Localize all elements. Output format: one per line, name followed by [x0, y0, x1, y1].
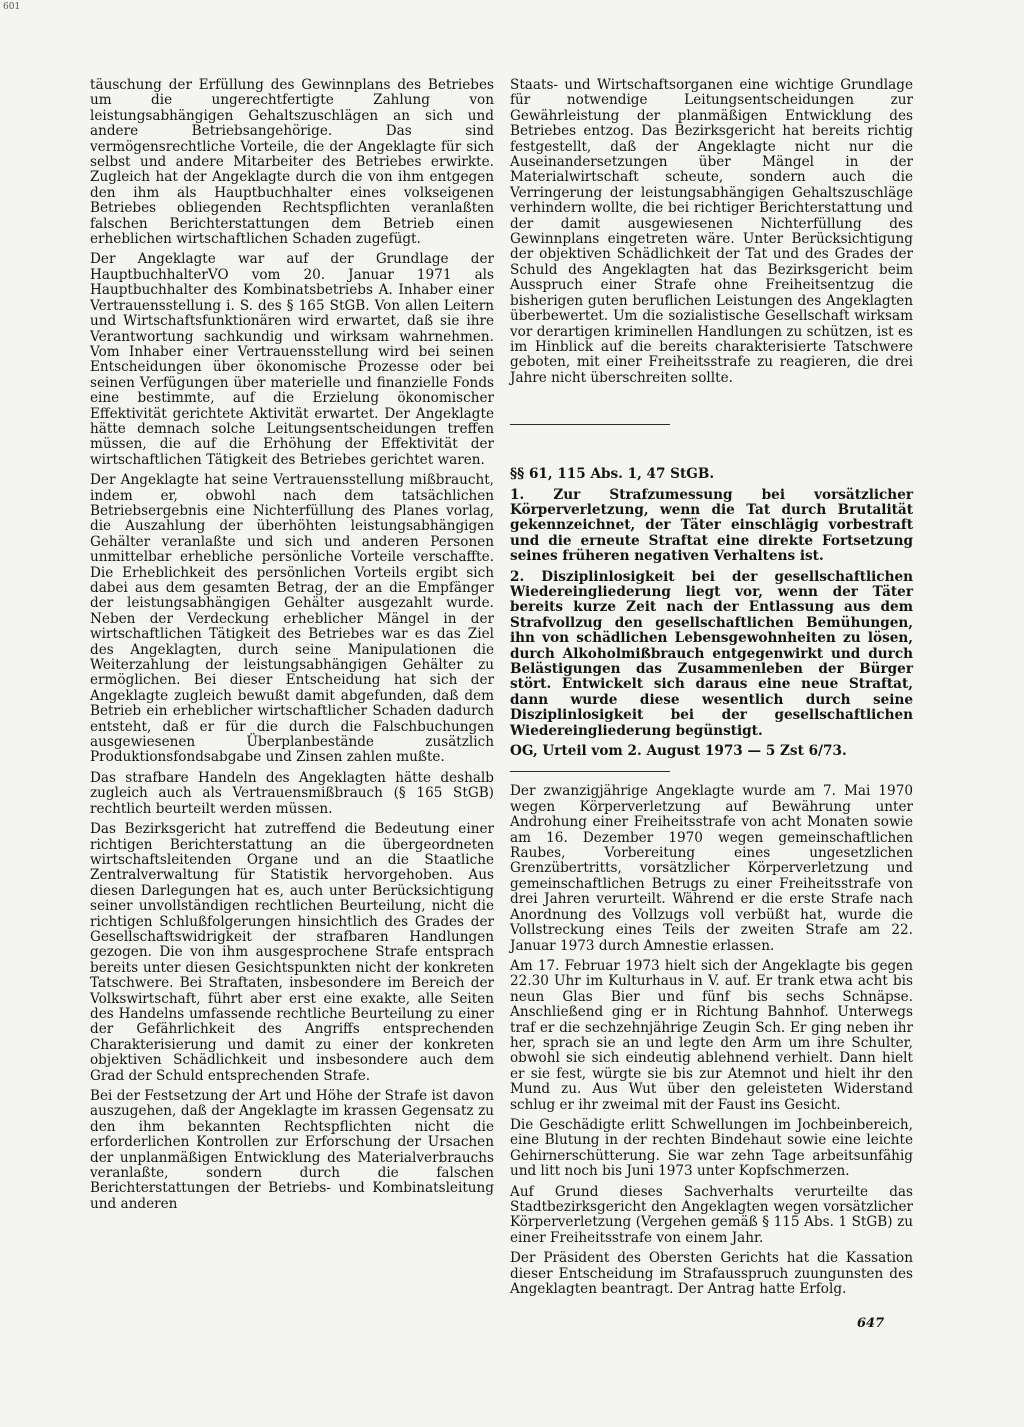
paragraph: Das Bezirksgericht hat zutreffend die Bedeutung einer richtigen Berichterstattung an die übergeordneten wirtschaftsleitenden Organe und an die Staatliche Zentralverwaltung für Statistik hervorgehoben. Aus diesen Darlegungen hat es, auch unter Berücksichtigung seiner unvollständigen rechtlichen Beurteilung, nicht die richtigen Schlußfolgerungen hinsichtlich des Grades der Gesellschaftswidrigkeit der strafbaren Handlungen gezogen. Die von ihm ausgesprochene Strafe entsprach bereits unter diesen Gesichtspunkten nicht der konkreten Tatschwere. Bei Straftaten, insbesondere im Bereich der Volkswirtschaft, führt aber erst eine exakte, alle Seiten des Handelns umfassende rechtliche Beurteilung zu einer der Gefährlichkeit des Angriffs entsprechenden Charakterisierung und damit zu einer der konkreten objektiven Schädlichkeit und insbesondere auch dem Grad der Schuld entsprechenden Strafe. [90, 821, 494, 1084]
court-citation: OG, Urteil vom 2. August 1973 — 5 Zst 6/73. [510, 743, 847, 760]
leitsatz-1: 1. Zur Strafzumessung bei vorsätzlicher Körperverletzung, wenn die Tat durch Brutalität gekennzeichnet, der Täter einschlägig vorbestraft und die erneute Straftat eine direkte Fortsetzung seines früheren negativen Verhaltens ist. [510, 486, 913, 565]
paragraph-continuation: Staats- und Wirtschaftsorganen eine wichtige Grundlage für notwendige Leitungsentscheidungen zur Gewährleistung der planmäßigen Entwicklung des Betriebes entzog. Das Bezirksgericht hat bereits richtig festgestellt, daß der Angeklagte nicht nur die Auseinandersetzungen über Mängel in der Materialwirtschaft scheute, sondern auch die Verringerung der leistungsabhängigen Gehaltszuschläge verhindern wollte, die bei richtiger Berichterstattung und der damit ausgewiesenen Nichterfüllung des Gewinnplans eingetreten wäre. Unter Berücksichtigung der objektiven Schädlichkeit der Tat und des Grades der Schuld des Angeklagten hat das Bezirksgericht beim Ausspruch einer Strafe ohne Freiheitsentzug die bisherigen guten beruflichen Leistungen des Angeklagten überbewertet. Um die sozialistische Gesellschaft wirksam vor derartigen kriminellen Handlungen zu schützen, ist es im Hinblick auf die bereits charakterisierte Tatschwere geboten, mit einer Freiheitsstrafe zu reagieren, die drei Jahre nicht überschreiten sollte. [510, 77, 913, 386]
paragraph: Bei der Festsetzung der Art und Höhe der Strafe ist davon auszugehen, daß der Angeklagte im krassen Gegensatz zu den ihm bekannten Rechtspflichten nicht die erforderlichen Kontrollen zur Erforschung der Ursachen der unplanmäßigen Entwicklung des Materialverbrauchs veranlaßte, sondern durch die falschen Berichterstattungen der Betriebs- und Kombinatsleitung und anderen [90, 1088, 494, 1212]
paragraph: Das strafbare Handeln des Angeklagten hätte deshalb zugleich auch als Vertrauensmißbrauch (§ 165 StGB) rechtlich beurteilt werden müssen. [90, 769, 494, 817]
paragraph: Der zwanzigjährige Angeklagte wurde am 7. Mai 1970 wegen Körperverletzung auf Bewährung unter Androhung einer Freiheitsstrafe von acht Monaten sowie am 16. Dezember 1970 wegen gemeinschaftlichen Raubes, Vorbereitung eines ungesetzlichen Grenzübertritts, vorsätzlicher Körperverletzung und gemeinschaftlichen Betrugs zu einer Freiheitsstrafe von drei Jahren verurteilt. Während er die erste Strafe nach Anordnung des Vollzugs voll verbüßt hat, wurde die Vollstreckung eines Teils der zweiten Strafe am 22. Januar 1973 durch Amnestie erlassen. [510, 783, 913, 954]
statute-heading: §§ 61, 115 Abs. 1, 47 StGB. [510, 466, 715, 483]
left-column [90, 78, 494, 1217]
paragraph: Am 17. Februar 1973 hielt sich der Angeklagte bis gegen 22.30 Uhr im Kulturhaus in V. auf. Er trank etwa acht bis neun Glas Bier und fünf bis sechs Schnäpse. Anschließend ging er in Richtung Bahnhof. Unterwegs traf er die sechzehnjährige Zeugin Sch. Er ging neben ihr her, sprach sie an und legte den Arm um ihre Schulter, obwohl sie sich eindeutig ablehnend verhielt. Dann hielt er sie fest, würgte sie bis zur Atemnot und hielt ihr den Mund zu. Aus Wut über den geleisteten Widerstand schlug er ihr zweimal mit der Faust ins Gesicht. [510, 957, 913, 1113]
paragraph: Der Präsident des Obersten Gerichts hat die Kassation dieser Entscheidung im Strafausspruch zuungunsten des Angeklagten beantragt. Der Antrag hatte Erfolg. [510, 1250, 913, 1298]
leitsatz-2: 2. Disziplinlosigkeit bei der gesellschaftlichen Wiedereingliederung liegt vor, wenn der Täter bereits kurze Zeit nach der Entlassung aus dem Strafvollzug den gesellschaftlichen Bemühungen, ihn von schädlichen Lebensgewohnheiten zu lösen, durch Alkoholmißbrauch entgegenwirkt und durch Belästigungen das Zusammenleben der Bürger stört. Entwickelt sich daraus eine neue Straftat, dann wurde diese wesentlich durch seine Disziplinlosigkeit bei der gesellschaftlichen Wiedereingliederung begünstigt. [510, 568, 913, 739]
corner-mark: 601 [3, 2, 21, 12]
paragraph: Der Angeklagte hat seine Vertrauensstellung mißbraucht, indem er, obwohl nach dem tatsächlichen Betriebsergebnis eine Nichterfüllung des Planes vorlag, die Auszahlung der überhöhten leistungsabhängigen Gehälter veranlaßte und sich und anderen Personen unmittelbar erhebliche persönliche Vorteile verschaffte. Die Erheblichkeit des persönlichen Vorteils ergibt sich dabei aus dem gesamten Betrag, der an die Empfänger der leistungsabhängigen Gehälter ausgezahlt wurde. Neben der Verdeckung erheblicher Mängel in der wirtschaftlichen Tätigkeit des Betriebes war es das Ziel des Angeklagten, durch seine Manipulationen die Weiterzahlung der leistungsabhängigen Gehälter zu ermöglichen. Bei dieser Entscheidung hat sich der Angeklagte zugleich bewußt damit abgefunden, daß dem Betrieb ein erheblicher wirtschaftlicher Schaden dadurch entsteht, daß er für die durch die Falschbuchungen ausgewiesenen Überplanbestände zusätzlich Produktionsfondsabgabe und Zinsen zahlen mußte. [90, 472, 494, 766]
right-column [510, 78, 913, 1302]
paragraph: täuschung der Erfüllung des Gewinnplans des Betriebes um die ungerechtfertigte Zahlung von leistungsabhängigen Gehaltszuschlägen an sich und andere Betriebsangehörige. Das sind vermögensrechtliche Vorteile, die der Angeklagte für sich selbst und andere Mitarbeiter des Betriebes erwirkte. Zugleich hat der Angeklagte durch die von ihm entgegen den ihm als Hauptbuchhalter eines volkseigenen Betriebes obliegenden Rechtspflichten veranlaßten falschen Berichterstattungen dem Betrieb einen erheblichen wirtschaftlichen Schaden zugefügt. [90, 77, 494, 248]
paragraph: Auf Grund dieses Sachverhalts verurteilte das Stadtbezirksgericht den Angeklagten wegen vorsätzlicher Körperverletzung (Vergehen gemäß § 115 Abs. 1 StGB) zu einer Freiheitsstrafe von einem Jahr. [510, 1183, 913, 1246]
page-number: 647 [857, 1316, 885, 1331]
section-divider [510, 424, 670, 425]
paragraph: Der Angeklagte war auf der Grundlage der HauptbuchhalterVO vom 20. Januar 1971 als Hauptbuchhalter des Kombinatsbetriebs A. Inhaber einer Vertrauensstellung i. S. des § 165 StGB. Von allen Leitern und Wirtschaftsfunktionären wird erwartet, daß sie ihre Verantwortung sachkundig und wirksam wahrnehmen. Vom Inhaber einer Vertrauensstellung wird bei seinen Entscheidungen über ökonomische Prozesse oder bei seinen Verfügungen über materielle und finanzielle Fonds eine bestimmte, auf die Erzielung ökonomischer Effektivität gerichtete Aktivität erwartet. Der Angeklagte hätte demnach solche Leitungsentscheidungen treffen müssen, die auf die Erhöhung der Effektivität der wirtschaftlichen Tätigkeit des Betriebes gerichtet waren. [90, 251, 494, 468]
paragraph: Die Geschädigte erlitt Schwellungen im Jochbeinbereich, eine Blutung in der rechten Bindehaut sowie eine leichte Gehirnerschütterung. Sie war zehn Tage arbeitsunfähig und litt noch bis Juni 1973 unter Kopfschmerzen. [510, 1116, 913, 1180]
citation-divider [510, 771, 670, 772]
